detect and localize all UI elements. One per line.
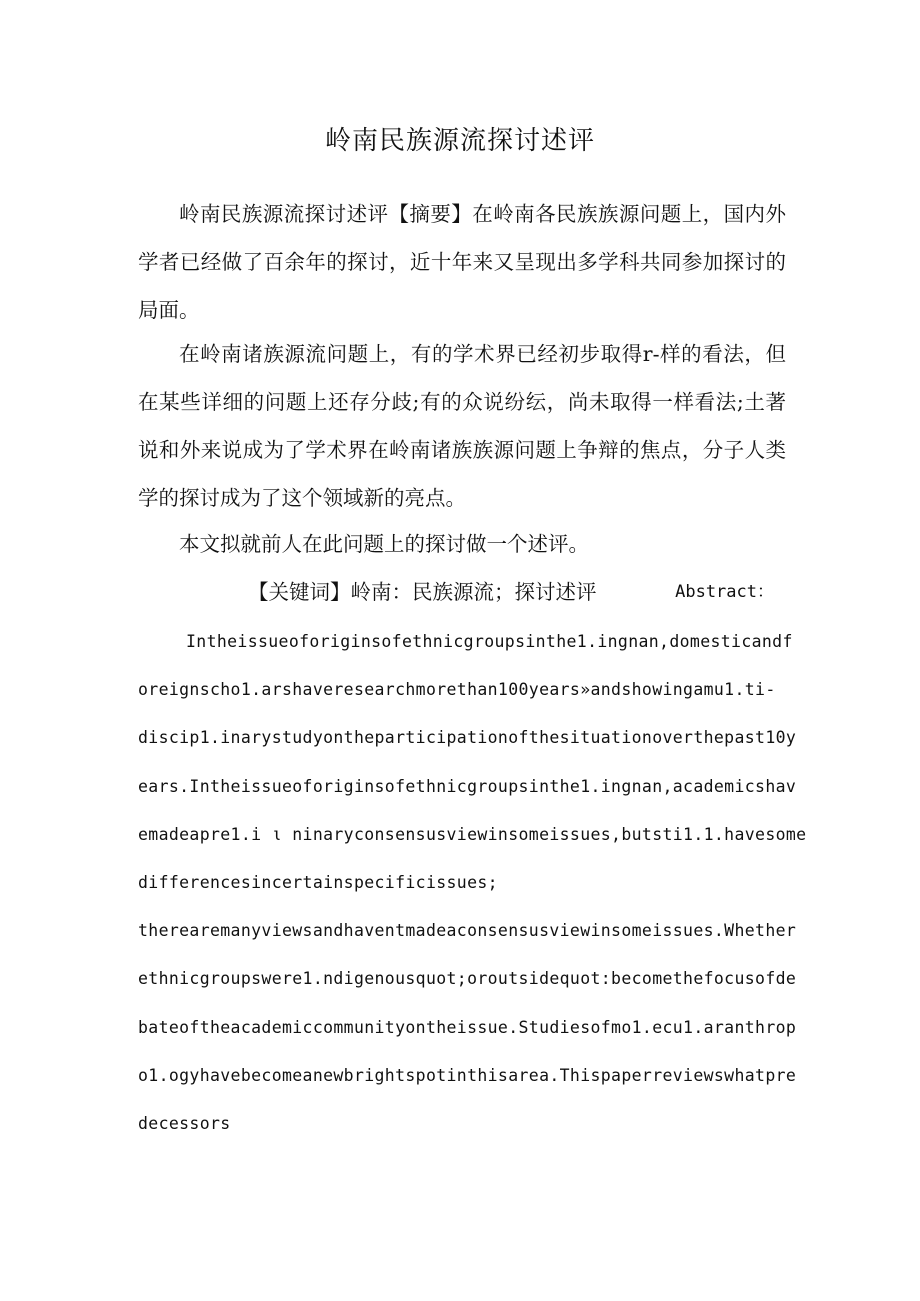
english-line: discip1.inarystudyontheparticipationofthesituationoverthepast10y: [138, 728, 797, 748]
english-line: bateoftheacademiccommunityontheissue.Studiesofmo1.ecu1.aranthrop: [138, 1017, 797, 1037]
english-line: therearemanyviewsandhaventmadeaconsensusviewinsomeissues.Whether: [138, 921, 797, 941]
keywords-text: 【关键词】岭南：民族源流；探讨述评: [248, 580, 597, 604]
english-line: ears.Intheissueoforiginsofethnicgroupsinthe1.ingnan,academicshav: [138, 776, 797, 796]
english-line: o1.ogyhavebecomeanewbrightspotinthisarea.Thispaperreviewswhatpre: [138, 1065, 797, 1085]
body-text: 在岭南诸族源流问题上，有的学术界已经初步取得r-样的看法，但在某些详细的问题上还存分歧;有的众说纷纭，尚未取得一样看法;土著说和外来说成为了学术界在岭南诸族族源问题上争辩的焦点，分子人类学的探讨成为了这个领域新的亮点。: [138, 342, 786, 510]
abstract-text: 岭南民族源流探讨述评【摘要】在岭南各民族族源问题上，国内外学者已经做了百余年的探讨，近十年来又呈现出多学科共同参加探讨的局面。: [138, 202, 786, 322]
english-line: emadeapre1.i ι ninaryconsensusviewinsomeissues,butsti1.1.havesome: [138, 824, 807, 844]
body-paragraph: [138, 330, 786, 522]
abstract-paragraph: [138, 190, 786, 334]
keywords-line: [138, 570, 786, 614]
english-line: ethnicgroupswere1.ndigenousquot;oroutsidequot:becomethefocusofde: [138, 969, 797, 989]
english-line: differencesincertainspecificissues;: [138, 872, 498, 892]
english-abstract: [138, 618, 807, 1148]
purpose-text: 本文拟就前人在此问题上的探讨做一个述评。: [179, 532, 589, 556]
english-line: decessors: [138, 1113, 231, 1133]
purpose-paragraph: [138, 520, 786, 568]
abstract-label: Abstract：: [675, 582, 774, 602]
english-line: oreignscho1.arshaveresearchmorethan100years»andshowingamu1.ti-: [138, 680, 776, 700]
english-line: Intheissueoforiginsofethnicgroupsinthe1.ingnan,domesticandf: [186, 632, 793, 651]
document-title: 岭南民族源流探讨述评: [324, 126, 595, 156]
